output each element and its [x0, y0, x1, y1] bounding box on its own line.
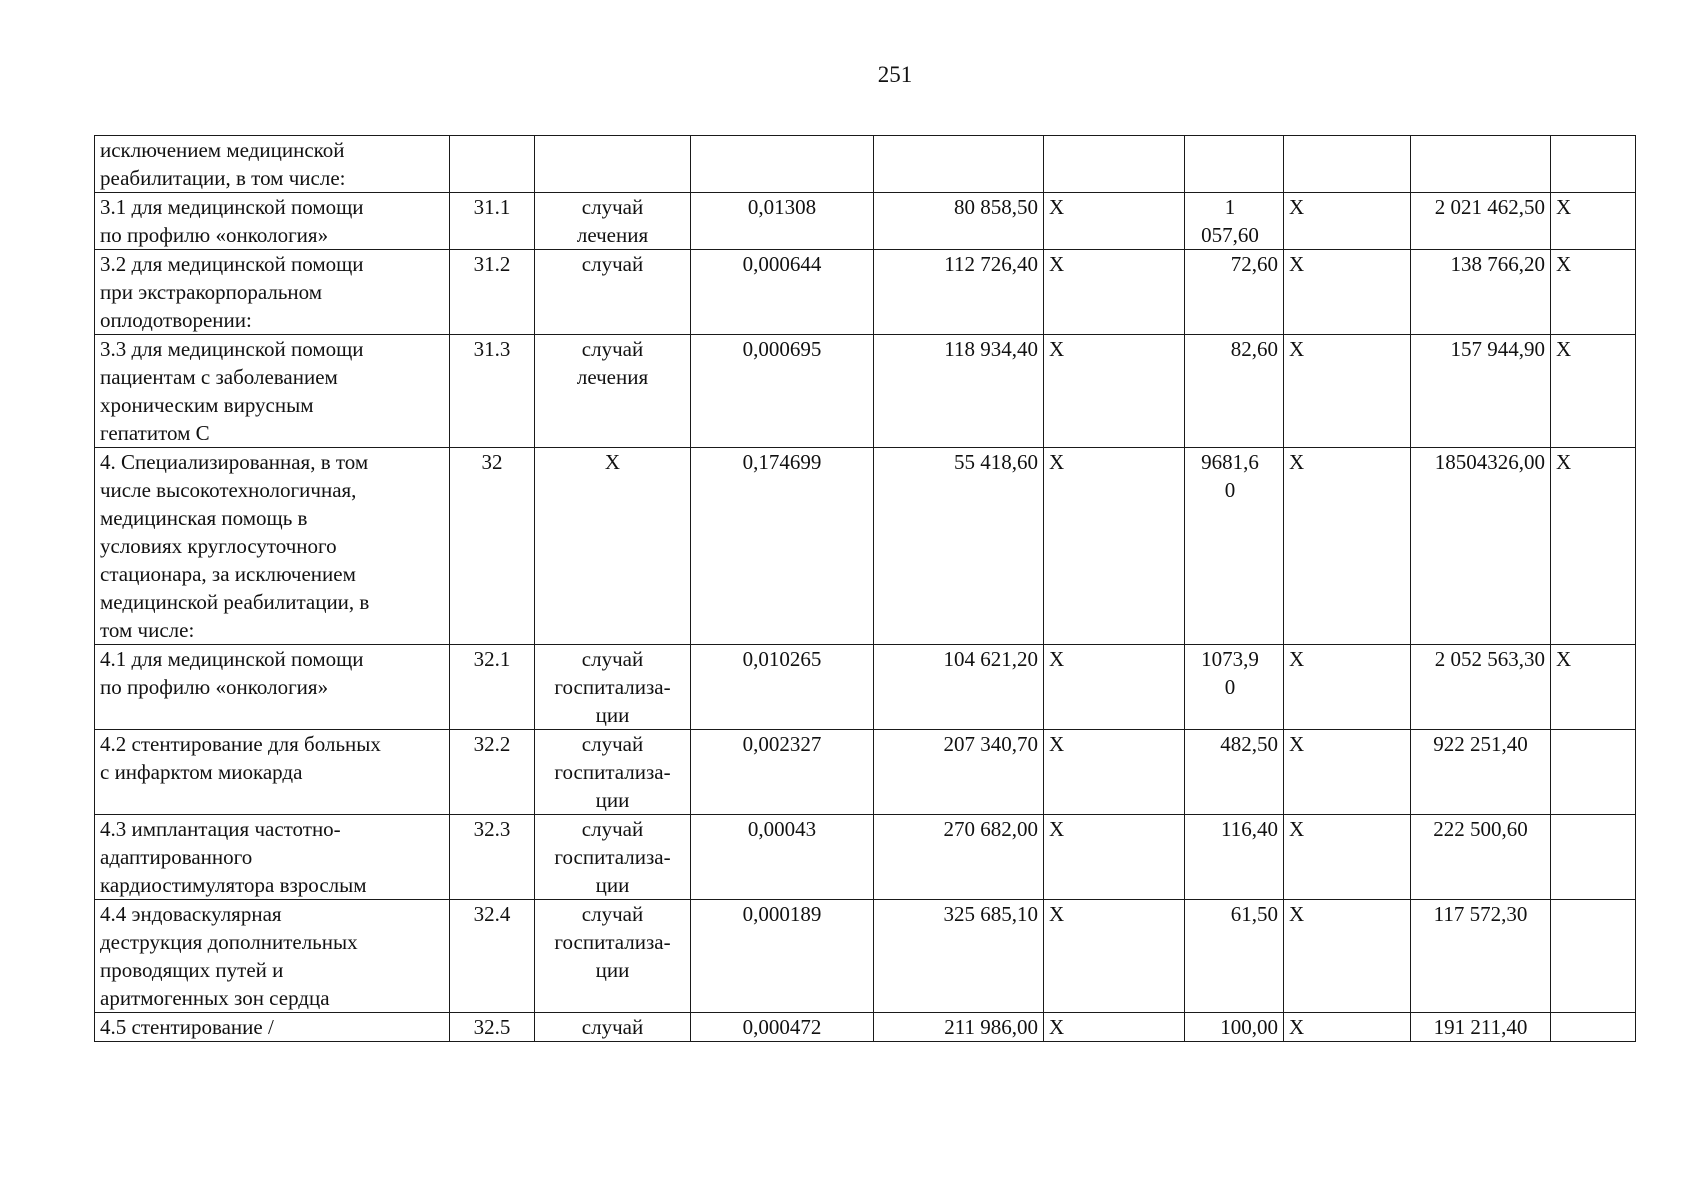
- row-x2: X: [1284, 193, 1411, 250]
- row-x3: [1551, 730, 1636, 815]
- row-x1: [1044, 136, 1185, 193]
- row-name: исключением медицинской реабилитации, в том числе:: [95, 136, 450, 193]
- row-x3: [1551, 900, 1636, 1013]
- row-x2: X: [1284, 250, 1411, 335]
- table-row: [95, 645, 1636, 730]
- row-x1: X: [1044, 900, 1185, 1013]
- page-number: 251: [877, 62, 913, 87]
- row-unit: случай госпитализа- ции: [535, 645, 691, 730]
- row-x1: X: [1044, 250, 1185, 335]
- row-rate: [691, 136, 874, 193]
- row-amount: 1 057,60: [1185, 193, 1284, 250]
- row-amount: 482,50: [1185, 730, 1284, 815]
- table-row: [95, 1013, 1636, 1042]
- table-row: [95, 335, 1636, 448]
- row-x1: X: [1044, 448, 1185, 645]
- row-unit: [535, 136, 691, 193]
- row-x2: X: [1284, 900, 1411, 1013]
- row-cost: 207 340,70: [874, 730, 1044, 815]
- row-x2: X: [1284, 645, 1411, 730]
- row-rate: 0,010265: [691, 645, 874, 730]
- row-x1: X: [1044, 1013, 1185, 1042]
- row-x3: [1551, 1013, 1636, 1042]
- row-x3: X: [1551, 250, 1636, 335]
- row-cost: 104 621,20: [874, 645, 1044, 730]
- row-amount: 116,40: [1185, 815, 1284, 900]
- row-total: 922 251,40: [1411, 730, 1551, 815]
- row-name: 4.4 эндоваскулярная деструкция дополнительных проводящих путей и аритмогенных зон сердца: [95, 900, 450, 1013]
- row-amount: [1185, 136, 1284, 193]
- row-name: 4.5 стентирование /: [95, 1013, 450, 1042]
- row-code: 32.1: [450, 645, 535, 730]
- row-total: 222 500,60: [1411, 815, 1551, 900]
- row-cost: 325 685,10: [874, 900, 1044, 1013]
- row-x3: X: [1551, 193, 1636, 250]
- row-code: 32.2: [450, 730, 535, 815]
- row-total: [1411, 136, 1551, 193]
- row-x2: X: [1284, 335, 1411, 448]
- table-row: [95, 900, 1636, 1013]
- table-row: [95, 250, 1636, 335]
- row-rate: 0,000189: [691, 900, 874, 1013]
- row-total: 18504326,00: [1411, 448, 1551, 645]
- row-total: 2 052 563,30: [1411, 645, 1551, 730]
- row-rate: 0,000644: [691, 250, 874, 335]
- row-unit: X: [535, 448, 691, 645]
- row-total: 138 766,20: [1411, 250, 1551, 335]
- row-code: 31.2: [450, 250, 535, 335]
- row-cost: 112 726,40: [874, 250, 1044, 335]
- row-unit: случай лечения: [535, 193, 691, 250]
- row-unit: случай: [535, 1013, 691, 1042]
- medical-care-table: [94, 135, 1636, 1042]
- row-amount: 72,60: [1185, 250, 1284, 335]
- row-amount: 1073,9 0: [1185, 645, 1284, 730]
- row-code: 32.4: [450, 900, 535, 1013]
- row-x3: X: [1551, 335, 1636, 448]
- row-unit: случай лечения: [535, 335, 691, 448]
- row-rate: 0,01308: [691, 193, 874, 250]
- table-row: [95, 815, 1636, 900]
- row-name: 4.3 имплантация частотно- адаптированного кардиостимулятора взрослым: [95, 815, 450, 900]
- row-x2: [1284, 136, 1411, 193]
- row-unit: случай: [535, 250, 691, 335]
- row-amount: 100,00: [1185, 1013, 1284, 1042]
- row-name: 3.3 для медицинской помощи пациентам с заболеванием хроническим вирусным гепатитом С: [95, 335, 450, 448]
- row-cost: 80 858,50: [874, 193, 1044, 250]
- row-amount: 82,60: [1185, 335, 1284, 448]
- row-x2: X: [1284, 448, 1411, 645]
- table-row: [95, 730, 1636, 815]
- row-code: 32.5: [450, 1013, 535, 1042]
- row-cost: 118 934,40: [874, 335, 1044, 448]
- row-x3: X: [1551, 448, 1636, 645]
- table-row: [95, 448, 1636, 645]
- row-rate: 0,00043: [691, 815, 874, 900]
- row-rate: 0,002327: [691, 730, 874, 815]
- row-cost: 211 986,00: [874, 1013, 1044, 1042]
- row-name: 4.1 для медицинской помощи по профилю «онкология»: [95, 645, 450, 730]
- row-x1: X: [1044, 335, 1185, 448]
- row-name: 3.1 для медицинской помощи по профилю «онкология»: [95, 193, 450, 250]
- row-rate: 0,174699: [691, 448, 874, 645]
- row-cost: [874, 136, 1044, 193]
- row-rate: 0,000472: [691, 1013, 874, 1042]
- row-unit: случай госпитализа- ции: [535, 815, 691, 900]
- row-name: 4. Специализированная, в том числе высокотехнологичная, медицинская помощь в условиях круглосуточного стационара, за исключением медицинской реабилитации, в том числе:: [95, 448, 450, 645]
- row-code: 32: [450, 448, 535, 645]
- row-code: 31.1: [450, 193, 535, 250]
- row-code: [450, 136, 535, 193]
- row-x1: X: [1044, 645, 1185, 730]
- row-x2: X: [1284, 730, 1411, 815]
- row-total: 191 211,40: [1411, 1013, 1551, 1042]
- row-total: 157 944,90: [1411, 335, 1551, 448]
- row-name: 3.2 для медицинской помощи при экстракорпоральном оплодотворении:: [95, 250, 450, 335]
- row-amount: 9681,6 0: [1185, 448, 1284, 645]
- row-x3: X: [1551, 645, 1636, 730]
- row-x2: X: [1284, 815, 1411, 900]
- row-cost: 55 418,60: [874, 448, 1044, 645]
- row-x3: [1551, 136, 1636, 193]
- table-row: [95, 136, 1636, 193]
- row-cost: 270 682,00: [874, 815, 1044, 900]
- row-x1: X: [1044, 730, 1185, 815]
- row-name: 4.2 стентирование для больных с инфарктом миокарда: [95, 730, 450, 815]
- row-code: 31.3: [450, 335, 535, 448]
- row-amount: 61,50: [1185, 900, 1284, 1013]
- row-x1: X: [1044, 815, 1185, 900]
- row-rate: 0,000695: [691, 335, 874, 448]
- row-unit: случай госпитализа- ции: [535, 730, 691, 815]
- row-x1: X: [1044, 193, 1185, 250]
- row-unit: случай госпитализа- ции: [535, 900, 691, 1013]
- table-row: [95, 193, 1636, 250]
- row-code: 32.3: [450, 815, 535, 900]
- row-total: 117 572,30: [1411, 900, 1551, 1013]
- row-total: 2 021 462,50: [1411, 193, 1551, 250]
- row-x3: [1551, 815, 1636, 900]
- row-x2: X: [1284, 1013, 1411, 1042]
